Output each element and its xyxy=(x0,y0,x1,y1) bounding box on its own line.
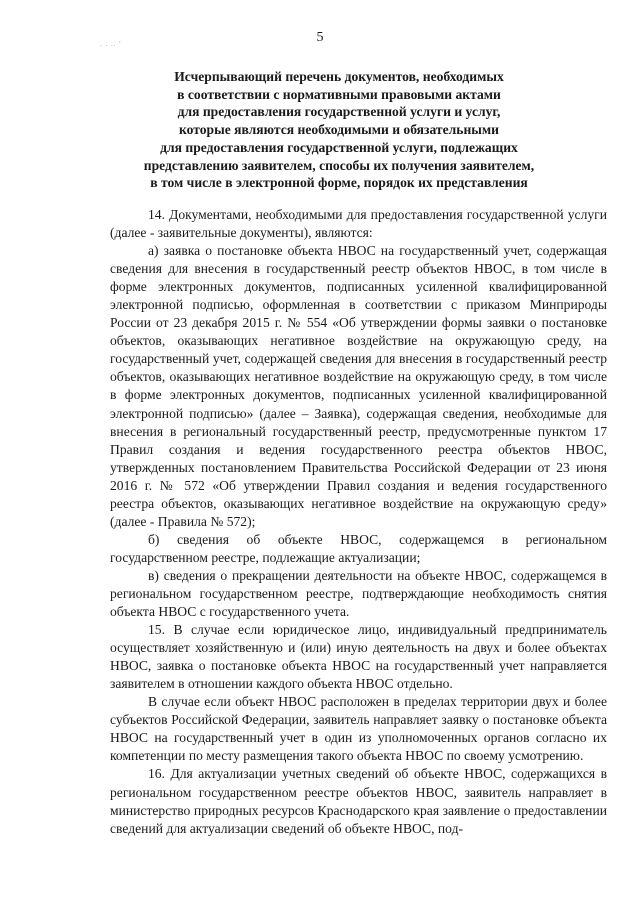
paragraph-15: 15. В случае если юридическое лицо, индивидуальный предприниматель осуществляет хозяйственную и (или) иную деятельность на двух и более объектах НВОС, заявка о постановке объекта НВОС на государственный учет направляется заявителем в отношении каждого объекта НВОС отдельно. xyxy=(110,622,607,692)
heading-line: в том числе в электронной форме, порядок их представления xyxy=(150,175,528,191)
scan-artifact: . . .. ' xyxy=(100,40,122,48)
paragraph-14-a: а) заявка о постановке объекта НВОС на государственный учет, содержащая сведения для внесения в государственный реестр объектов НВОС, в том числе в форме электронных документов, подписанных усиленной квалифицированной электронной подписью, оформленная в соответствии с приказом Минприроды России от 23 декабря 2015 г. № 554 «Об утверждении формы заявки о постановке объектов, оказывающих негативное воздействие на окружающую среду, на государственный учет, содержащей сведения для внесения в государственный реестр объектов, оказывающих негативное воздействие на окружающую среду, в том числе в форме электронных документов, подписанных усиленной квалифицированной электронной подписью» (далее – Заявка), содержащая сведения, необходимые для внесения в региональный государственный реестр, предусмотренные пунктом 17 Правил создания и ведения государственного реестра объектов НВОС, утвержденных постановлением Правительства Российской Федерации от 23 июня 2016 г. № 572 «Об утверждении Правил создания и ведения государственного реестра объектов, оказывающих негативное воздействие на окружающую среду» (далее - Правила № 572); xyxy=(110,243,607,529)
heading-line: для предоставления государственной услуги и услуг, xyxy=(177,104,501,120)
page-number: 5 xyxy=(316,30,324,45)
heading-line: для предоставления государственной услуги, подлежащих xyxy=(160,139,518,155)
heading-line: представлению заявителем, способы их получения заявителем, xyxy=(143,157,535,173)
paragraph-14-v: в) сведения о прекращении деятельности на объекте НВОС, содержащемся в региональном государственном реестре, подтверждающие необходимость снятия объекта НВОС с государственного учета. xyxy=(110,567,607,620)
paragraph-16: 16. Для актуализации учетных сведений об объекте НВОС, содержащихся в региональном государственном реестре объектов НВОС, заявитель направляет в министерство природных ресурсов Краснодарского края заявление о предоставлении сведений для актуализации сведений об объекте НВОС, под- xyxy=(110,766,607,836)
section-heading xyxy=(108,68,570,192)
paragraph-14: 14. Документами, необходимыми для предоставления государственной услуги (далее - заявительные документы), являются: xyxy=(110,207,607,241)
heading-line: Исчерпывающий перечень документов, необходимых xyxy=(174,69,504,84)
paragraph-15-cont: В случае если объект НВОС расположен в пределах территории двух и более субъектов Российской Федерации, заявитель направляет заявку о постановке объекта НВОС на государственный учет в один из уполномоченных органов согласно их компетенции по месту размещения такого объекта НВОС по своему усмотрению. xyxy=(110,694,607,764)
paragraph-14-b: б) сведения об объекте НВОС, содержащемся в региональном государственном реестре, подлежащие актуализации; xyxy=(110,531,607,565)
heading-line: в соответствии с нормативными правовыми актами xyxy=(177,86,501,102)
heading-line: которые являются необходимыми и обязательными xyxy=(178,122,500,138)
body-text xyxy=(110,206,607,838)
